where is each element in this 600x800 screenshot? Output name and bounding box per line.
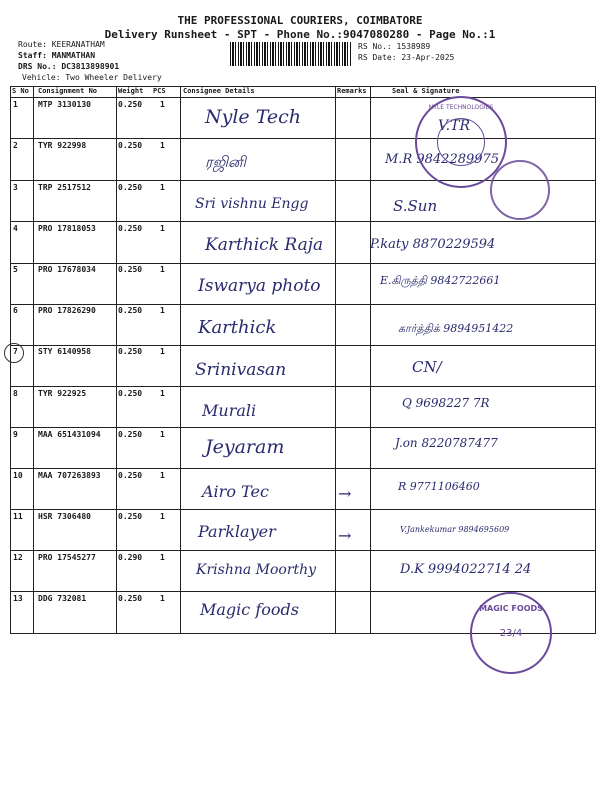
col-seal: Seal & Signature xyxy=(392,87,460,95)
row-2-consignee: ரஜினி xyxy=(205,153,246,171)
row-6-consignment: PRO 17826290 xyxy=(38,306,96,315)
row-8-sno: 8 xyxy=(13,389,18,398)
row-3-pcs: 1 xyxy=(160,183,165,192)
row-1-sno: 1 xyxy=(13,100,18,109)
row-8-signature: Q 9698227 7R xyxy=(402,396,490,410)
row-7-signature: CN/ xyxy=(412,358,442,376)
row-13-consignment: DDG 732081 xyxy=(38,594,87,603)
row-3-consignee: Sri vishnu Engg xyxy=(195,196,309,212)
row-4-signature: P.katy 8870229594 xyxy=(370,237,496,252)
row-6-consignee: Karthick xyxy=(198,317,277,338)
row-10-consignee: Airo Tec xyxy=(202,482,269,501)
magic-stamp-date: 23/4 xyxy=(499,628,523,639)
row-7-consignee: Srinivasan xyxy=(195,360,287,380)
row-6-weight: 0.250 xyxy=(118,306,143,315)
row-5-pcs: 1 xyxy=(160,265,165,274)
row-7-consignment: STY 6140958 xyxy=(38,347,91,356)
row-12-weight: 0.290 xyxy=(118,553,143,562)
magic-foods-stamp xyxy=(470,592,552,674)
col-sno: S No xyxy=(12,87,29,95)
row-11-signature: V.Jankekumar 9894695609 xyxy=(400,525,510,534)
barcode xyxy=(230,42,352,66)
row-4-consignment: PRO 17818053 xyxy=(38,224,96,233)
row-13-pcs: 1 xyxy=(160,594,165,603)
col-consignee: Consignee Details xyxy=(183,87,255,95)
row-4-consignee: Karthick Raja xyxy=(205,235,324,255)
row-11-pcs: 1 xyxy=(160,512,165,521)
drs-number: DRS No.: DC3813898901 xyxy=(18,62,120,71)
row-11-consignee: Parklayer xyxy=(198,522,276,541)
row-11-weight: 0.250 xyxy=(118,512,143,521)
row-5-consignee: Iswarya photo xyxy=(198,276,321,296)
company-title: THE PROFESSIONAL COURIERS, COIMBATORE xyxy=(177,14,423,27)
row-6-sno: 6 xyxy=(13,306,18,315)
runsheet-subtitle: Delivery Runsheet - SPT - Phone No.:9047080280 - Page No.:1 xyxy=(104,28,496,41)
row-10-pcs: 1 xyxy=(160,471,165,480)
col-remarks: Remarks xyxy=(337,87,367,95)
row-8-pcs: 1 xyxy=(160,389,165,398)
row-2-sno: 2 xyxy=(13,141,18,150)
row-9-signature: J.on 8220787477 xyxy=(395,436,498,450)
staff-label: Staff: MANMATHAN xyxy=(18,51,96,60)
row-13-sno: 13 xyxy=(13,594,23,603)
row-7-pcs: 1 xyxy=(160,347,165,356)
row-10-remarks: → xyxy=(338,484,352,503)
row-5-weight: 0.250 xyxy=(118,265,143,274)
row-1-signature: V.TR xyxy=(438,118,470,134)
col-weight: Weight xyxy=(118,87,144,95)
row-6-signature: கார்த்திக் 9894951422 xyxy=(398,322,514,335)
row-3-consignment: TRP 2517512 xyxy=(38,183,91,192)
row-8-weight: 0.250 xyxy=(118,389,143,398)
row-13-weight: 0.250 xyxy=(118,594,143,603)
row-1-pcs: 1 xyxy=(160,100,165,109)
nyle-stamp-inner xyxy=(437,118,485,166)
row-2-stamp xyxy=(490,160,550,220)
row-3-sno: 3 xyxy=(13,183,18,192)
row-4-pcs: 1 xyxy=(160,224,165,233)
rs-number: RS No.: 1538989 xyxy=(358,42,431,51)
col-pcs: PCS xyxy=(153,87,166,95)
row-2-pcs: 1 xyxy=(160,141,165,150)
col-consignment: Consignment No xyxy=(38,87,98,95)
row-7-sno: 7 xyxy=(13,347,18,356)
row-9-consignee: Jeyaram xyxy=(205,436,285,458)
row-6-pcs: 1 xyxy=(160,306,165,315)
vehicle-label: Vehicle: Two Wheeler Delivery xyxy=(22,73,162,82)
row-7-weight: 0.250 xyxy=(118,347,143,356)
row-12-consignment: PRO 17545277 xyxy=(38,553,96,562)
row-9-weight: 0.250 xyxy=(118,430,143,439)
magic-stamp-text: MAGIC FOODS xyxy=(479,604,543,613)
row-2-weight: 0.250 xyxy=(118,141,143,150)
row-11-sno: 11 xyxy=(13,512,23,521)
row-1-consignee: Nyle Tech xyxy=(205,106,302,128)
row-13-consignee: Magic foods xyxy=(200,600,299,619)
row-7-circle-mark xyxy=(4,343,24,363)
row-2-signature: M.R 9842289975 xyxy=(385,152,500,167)
row-5-consignment: PRO 17678034 xyxy=(38,265,96,274)
row-1-consignment: MTP 3130130 xyxy=(38,100,91,109)
row-9-sno: 9 xyxy=(13,430,18,439)
row-9-consignment: MAA 651431094 xyxy=(38,430,101,439)
rs-date: RS Date: 23-Apr-2025 xyxy=(358,53,455,62)
row-10-consignment: MAA 707263893 xyxy=(38,471,101,480)
row-4-weight: 0.250 xyxy=(118,224,143,233)
row-10-weight: 0.250 xyxy=(118,471,143,480)
row-12-sno: 12 xyxy=(13,553,23,562)
row-5-signature: E.கிருத்தி 9842722661 xyxy=(380,274,501,287)
row-11-consignment: HSR 7306480 xyxy=(38,512,91,521)
row-10-sno: 10 xyxy=(13,471,23,480)
row-4-sno: 4 xyxy=(13,224,18,233)
row-3-signature: S.Sun xyxy=(393,197,438,215)
row-12-signature: D.K 9994022714 24 xyxy=(400,562,532,577)
row-1-weight: 0.250 xyxy=(118,100,143,109)
row-10-signature: R 9771106460 xyxy=(398,480,480,493)
row-8-consignment: TYR 922925 xyxy=(38,389,87,398)
row-9-pcs: 1 xyxy=(160,430,165,439)
row-5-sno: 5 xyxy=(13,265,18,274)
row-12-consignee: Krishna Moorthy xyxy=(196,562,317,578)
route-label: Route: KEERANATHAM xyxy=(18,40,105,49)
row-3-weight: 0.250 xyxy=(118,183,143,192)
row-12-pcs: 1 xyxy=(160,553,165,562)
row-8-consignee: Murali xyxy=(202,401,257,420)
row-11-remarks: → xyxy=(338,526,352,545)
row-2-consignment: TYR 922998 xyxy=(38,141,87,150)
nyle-stamp-text: NYLE TECHNOLOGIES xyxy=(428,104,494,111)
